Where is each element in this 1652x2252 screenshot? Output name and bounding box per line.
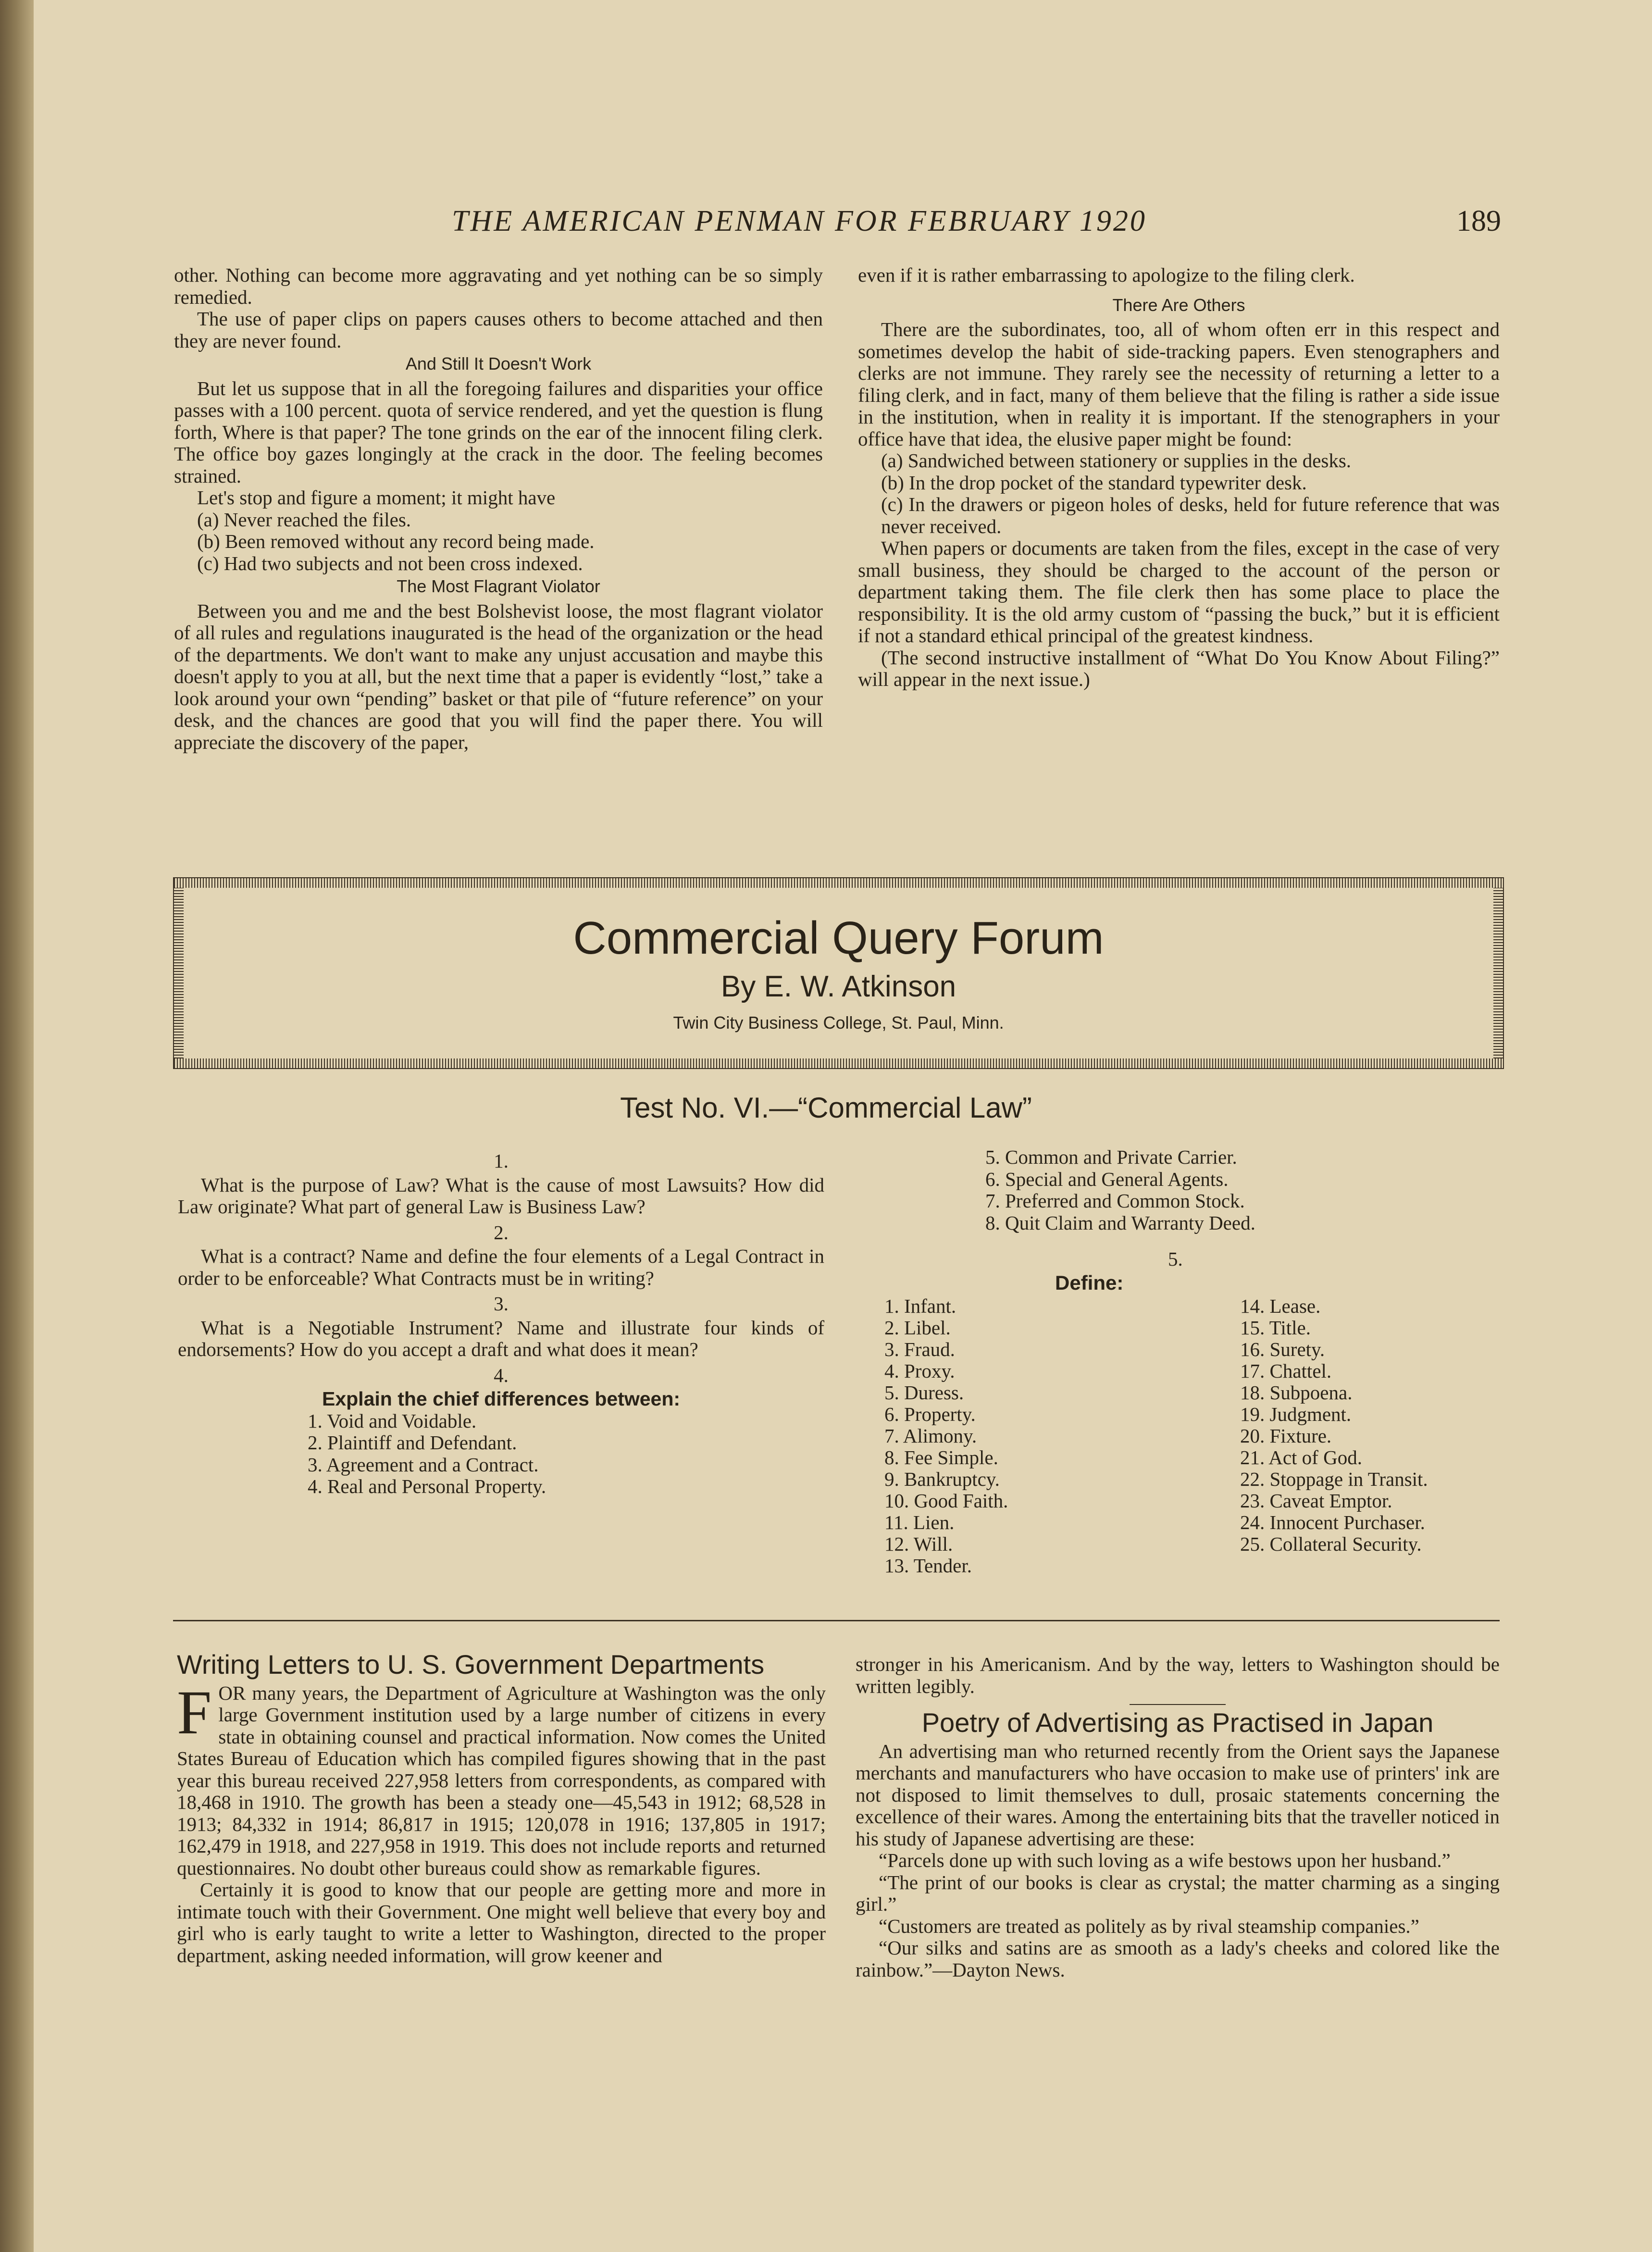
list-item: (b) Been removed without any record being made. (197, 530, 595, 552)
define-item: 5. Duress. (884, 1381, 964, 1404)
define-item: 25. Collateral Security. (1240, 1533, 1422, 1555)
define-item: 4. Proxy. (884, 1360, 955, 1382)
define-item: 15. Title. (1240, 1317, 1311, 1339)
define-item: 9. Bankruptcy. (884, 1468, 1000, 1490)
forum-title: Commercial Query Forum (573, 912, 1104, 964)
list-item: 3. Agreement and a Contract. (308, 1453, 539, 1476)
list-item: (a) Sandwiched between stationery or supplies in the desks. (881, 449, 1352, 472)
paragraph: other. Nothing can become more aggravating and yet nothing can be so simply remedied. (174, 264, 823, 308)
paragraph: There are the subordinates, too, all of whom often err in this respect and sometimes develop the habit of side-tracking papers. Even stenographers and clerks are not immune. They rarely see the necessity of returning a letter to a filing clerk, and in fact, many of them believe that the filing is rather a side issue in the institution, when in reality it is important. If the stenographers in your office have that idea, the elusive paper might be found: (858, 318, 1500, 450)
define-item: 18. Subpoena. (1240, 1381, 1353, 1404)
border-stripe (174, 1058, 1503, 1068)
test-title: Test No. VI.—“Commercial Law” (620, 1092, 1032, 1124)
running-title: THE AMERICAN PENMAN FOR FEBRUARY 1920 (452, 205, 1147, 237)
define-item: 23. Caveat Emptor. (1240, 1490, 1392, 1512)
paragraph: OR many years, the Department of Agriculture at Washington was the only large Government institution used by a large number of citizens in every state in obtaining counsel and practical information. Now comes the United States Bureau of Education which has compiled figures showing that in the past year this bureau received 227,958 letters from correspondents, as compared with 18,468 in 1910. The growth has been a steady one—45,543 in 1912; 68,528 in 1913; 84,332 in 1914; 86,817 in 1915; 120,078 in 1916; 137,805 in 1917; 162,479 in 1918, and 227,958 in 1919. This does not include reports and returned questionnaires. No doubt other bureaus could show as remarkable figures. (177, 1681, 826, 1879)
list-item: 8. Quit Claim and Warranty Deed. (985, 1211, 1255, 1234)
list-item: (b) In the drop pocket of the standard typewriter desk. (881, 471, 1307, 494)
question-number: 1. (494, 1150, 509, 1172)
quote: “Customers are treated as politely as by rival steamship companies.” (879, 1915, 1419, 1937)
define-item: 3. Fraud. (884, 1338, 955, 1360)
list-item: 2. Plaintiff and Defendant. (308, 1431, 517, 1454)
define-item: 16. Surety. (1240, 1338, 1325, 1360)
define-item: 11. Lien. (884, 1511, 955, 1533)
define-item: 17. Chattel. (1240, 1360, 1332, 1382)
list-item: 5. Common and Private Carrier. (985, 1146, 1237, 1168)
paragraph: An advertising man who returned recently from the Orient says the Japanese merchants and manufacturers who have occasion to make use of printers' ink are not disposed to limit themselves to dull, prosaic statements concerning the excellence of their wares. Among the entertaining bits that the traveller noticed in his study of Japanese advertising are these: (856, 1740, 1500, 1850)
list-item: (c) Had two subjects and not been cross indexed. (197, 552, 583, 574)
define-item: 19. Judgment. (1240, 1403, 1352, 1425)
quote: “The print of our books is clear as crystal; the matter charming as a singing girl.” (856, 1871, 1500, 1915)
short-rule (1130, 1704, 1226, 1705)
quote: “Our silks and satins are as smooth as a lady's cheeks and colored like the rainbow.”—Dayton News. (856, 1937, 1500, 1981)
define-item: 1. Infant. (884, 1295, 956, 1317)
question-number: 5. (1168, 1248, 1183, 1270)
question-number: 2. (494, 1221, 509, 1244)
define-item: 24. Innocent Purchaser. (1240, 1511, 1425, 1533)
forum-title-box (173, 877, 1504, 1069)
section-divider (173, 1620, 1500, 1621)
question-text: What is a contract? Name and define the four elements of a Legal Contract in order to be enforceable? What Contracts must be in writing? (178, 1245, 824, 1289)
define-item: 20. Fixture. (1240, 1425, 1332, 1447)
define-item: 14. Lease. (1240, 1295, 1321, 1317)
define-item: 22. Stoppage in Transit. (1240, 1468, 1428, 1490)
define-item: 6. Property. (884, 1403, 976, 1425)
paragraph: stronger in his Americanism. And by the way, letters to Washington should be written legibly. (856, 1653, 1500, 1697)
paragraph: even if it is rather embarrassing to apologize to the filing clerk. (858, 264, 1355, 286)
test-left-column (178, 1146, 824, 1498)
subheading: And Still It Doesn't Work (405, 354, 592, 373)
paragraph: (The second instructive installment of “What Do You Know About Filing?” will appear in the next issue.) (858, 646, 1500, 690)
question-text: What is the purpose of Law? What is the cause of most Lawsuits? How did Law originate? What part of general Law is Business Law? (178, 1173, 824, 1218)
list-item: 1. Void and Voidable. (308, 1409, 477, 1432)
paragraph: Between you and me and the best Bolshevist loose, the most flagrant violator of all rules and regulations inaugurated is the head of the organization or the head of the departments. We don't want to make any unjust accusation and maybe this doesn't apply to you at all, but the next time that a paper is evidently “lost,” take a look around your own “pending” basket or that pile of “future reference” on your desk, and the chances are good that you will find the paper there. You will appreciate the discovery of the paper, (174, 599, 823, 753)
filing-article-right-column (858, 264, 1500, 691)
question-heading: Explain the chief differences between: (322, 1388, 681, 1410)
list-item: (c) In the drawers or pigeon holes of desks, held for future reference that was never received. (881, 493, 1500, 537)
define-item: 8. Fee Simple. (884, 1446, 998, 1468)
list-item: 4. Real and Personal Property. (308, 1475, 547, 1497)
define-item: 10. Good Faith. (884, 1490, 1008, 1512)
subheading: There Are Others (1112, 295, 1245, 315)
quote: “Parcels done up with such loving as a wife bestows upon her husband.” (879, 1849, 1451, 1871)
question-number: 3. (494, 1293, 509, 1315)
define-list-right (1240, 1295, 1428, 1555)
list-item: 6. Special and General Agents. (985, 1168, 1229, 1190)
filing-article-left-column (174, 264, 823, 753)
forum-byline: By E. W. Atkinson (720, 970, 956, 1003)
list-item: (a) Never reached the files. (197, 508, 411, 531)
subheading: The Most Flagrant Violator (397, 576, 600, 596)
define-item: 13. Tender. (884, 1555, 972, 1577)
list-item: 7. Preferred and Common Stock. (985, 1190, 1245, 1212)
page-number: 189 (1456, 205, 1501, 237)
paragraph: Let's stop and figure a moment; it might have (197, 486, 556, 509)
drop-cap: F (177, 1678, 212, 1747)
test-right-column (985, 1146, 1466, 1234)
article-title: Writing Letters to U. S. Government Departments (177, 1649, 765, 1680)
paragraph: When papers or documents are taken from the files, except in the case of very small business, they should be charged to the account of the person or department taking them. The file clerk then has some place to place the responsibility. It is the old army custom of “passing the buck,” but it is efficient if not a standard ethical principal of the greatest kindness. (858, 537, 1500, 647)
define-item: 2. Libel. (884, 1317, 951, 1339)
writing-letters-article (177, 1649, 826, 1966)
define-item: 21. Act of God. (1240, 1446, 1362, 1468)
book-spine (0, 0, 34, 2252)
define-item: 7. Alimony. (884, 1425, 977, 1447)
define-list-left (884, 1295, 1008, 1577)
forum-school: Twin City Business College, St. Paul, Minn. (673, 1013, 1004, 1033)
border-stripe (174, 878, 1503, 888)
paragraph: But let us suppose that in all the foregoing failures and disparities your office passes with a 100 percent. quota of service rendered, and yet the question is flung forth, Where is that paper? The tone grinds on the ear of the innocent filing clerk. The office boy gazes longingly at the crack in the door. The feeling becomes strained. (174, 377, 823, 487)
question-number: 4. (494, 1364, 509, 1386)
article-title: Poetry of Advertising as Practised in Japan (921, 1707, 1434, 1738)
define-item: 12. Will. (884, 1533, 953, 1555)
define-heading: Define: (1055, 1271, 1124, 1294)
bottom-right-column (856, 1654, 1500, 1981)
running-header (0, 204, 1652, 243)
question-text: What is a Negotiable Instrument? Name and illustrate four kinds of endorsements? How do you accept a draft and what does it mean? (178, 1316, 824, 1360)
paragraph: The use of paper clips on papers causes others to become attached and then they are never found. (174, 308, 823, 352)
paragraph: Certainly it is good to know that our people are getting more and more in intimate touch with their Government. One might well believe that every boy and girl who is early taught to write a letter to Washington, directed to the proper department, asking needed information, will grow keener and (177, 1879, 826, 1966)
